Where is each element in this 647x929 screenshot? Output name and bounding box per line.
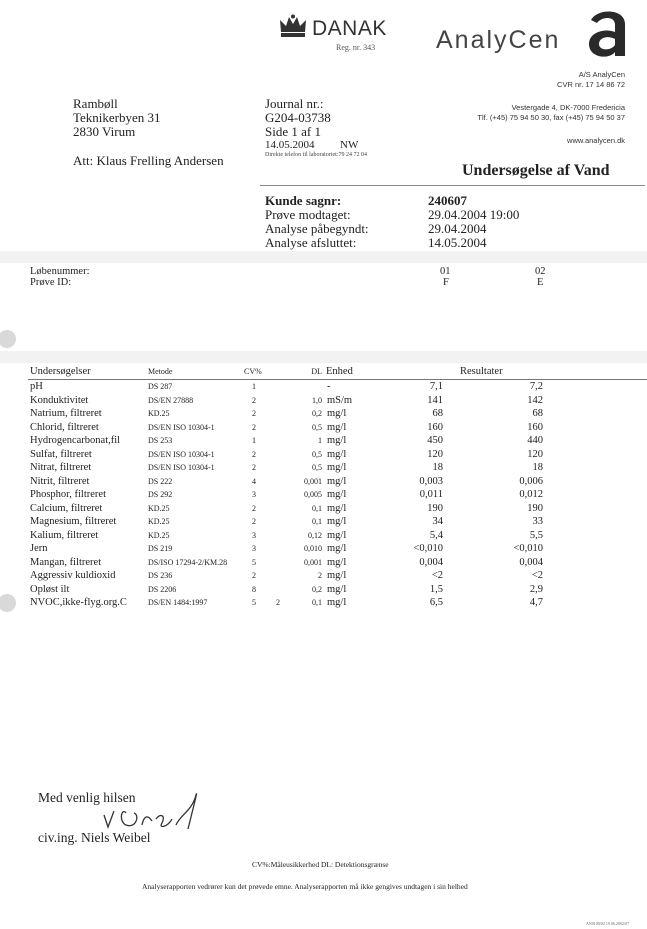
cell-result-2: 0,012 — [519, 489, 543, 500]
footer-legend: CV%:Måleusikkerhed DL: Detektionsgrænse — [252, 860, 389, 869]
cell-cv-extra: 2 — [276, 598, 280, 607]
cell-unit: mg/l — [327, 597, 347, 608]
sample-lobenummer: 01 — [440, 266, 451, 277]
cell-method: DS/EN ISO 10304-1 — [148, 449, 215, 459]
direct-phone: Direkte telefon til laboratoriet:79 24 72 04 — [265, 152, 367, 158]
table-row — [0, 530, 647, 544]
cell-result-2: 142 — [527, 394, 543, 406]
cell-cv: 4 — [252, 476, 256, 486]
cell-unit: mg/l — [327, 570, 347, 581]
table-row — [0, 449, 647, 463]
cell-dl: 0,5 — [312, 449, 322, 459]
analycen-a-icon — [585, 6, 631, 58]
cell-result-2: 18 — [532, 462, 543, 473]
table-row — [0, 597, 647, 611]
company-name: A/S AnalyCen — [578, 70, 625, 79]
cell-method: DS/EN 27888 — [148, 395, 194, 405]
cell-unit: mS/m — [327, 394, 353, 406]
detail-label: Analyse påbegyndt: — [265, 221, 369, 236]
cell-result-1: 7,1 — [429, 381, 443, 392]
cell-dl: 0,010 — [304, 544, 322, 553]
cell-unit: mg/l — [327, 489, 347, 500]
company-website: www.analycen.dk — [567, 136, 625, 145]
cell-cv: 2 — [252, 409, 256, 418]
journal-date: 14.05.2004 — [265, 139, 315, 151]
cell-result-1: 18 — [432, 462, 443, 473]
detail-value: 29.04.2004 19:00 — [428, 207, 520, 222]
cell-dl: 0,5 — [312, 422, 322, 432]
cell-unit: mg/l — [327, 502, 347, 514]
sample-lobenummer: 02 — [535, 266, 546, 277]
cell-cv: 2 — [252, 503, 256, 513]
detail-label: Prøve modtaget: — [265, 207, 351, 222]
header-enhed: Enhed — [326, 366, 353, 377]
cell-name: Sulfat, filtreret — [30, 448, 92, 460]
cell-result-1: 0,011 — [419, 489, 443, 500]
table-row — [0, 381, 647, 395]
cell-name: NVOC,ikke-flyg.org.C — [30, 597, 127, 608]
cell-result-2: 120 — [527, 448, 543, 460]
cell-unit: - — [327, 381, 331, 392]
cell-result-1: 190 — [427, 502, 443, 514]
header-undersogelser: Undersøgelser — [30, 366, 91, 377]
header-metode: Metode — [148, 367, 173, 376]
cell-result-1: 0,004 — [419, 556, 443, 568]
header-dl: DL — [311, 367, 322, 376]
cell-cv: 2 — [252, 517, 256, 526]
cell-dl: 0,1 — [312, 517, 322, 526]
cell-name: Opløst ilt — [30, 583, 70, 595]
detail-value: 14.05.2004 — [428, 235, 487, 250]
table-row — [0, 503, 647, 517]
cell-dl: 0,005 — [304, 490, 322, 499]
cell-name: Phosphor, filtreret — [30, 489, 106, 500]
company-cvr: CVR nr. 17 14 86 72 — [557, 80, 625, 89]
cell-method: KD.25 — [148, 409, 170, 418]
company-phone: Tlf. (+45) 75 94 50 30, fax (+45) 75 94 50 37 — [477, 113, 625, 122]
cell-cv: 8 — [252, 584, 256, 594]
cell-result-2: <0,010 — [513, 543, 543, 554]
cell-cv: 5 — [252, 598, 256, 607]
cell-result-1: 0,003 — [419, 475, 443, 487]
cell-result-1: 6,5 — [429, 597, 443, 608]
detail-label: Analyse afsluttet: — [265, 235, 357, 250]
cell-cv: 2 — [252, 463, 256, 472]
cell-method: KD.25 — [148, 517, 170, 526]
detail-label: Kunde sagnr: — [265, 193, 342, 208]
cell-name: pH — [30, 381, 43, 392]
cell-cv: 1 — [252, 382, 256, 391]
cell-dl: 0,2 — [312, 584, 322, 594]
detail-value: 240607 — [428, 193, 467, 208]
closing-greeting: Med venlig hilsen — [38, 790, 136, 805]
cell-name: Chlorid, filtreret — [30, 421, 99, 433]
signature-icon — [96, 785, 206, 835]
journal-page: Side 1 af 1 — [265, 124, 321, 139]
cell-dl: 0,1 — [312, 503, 322, 513]
cell-cv: 2 — [252, 395, 256, 405]
cell-method: DS 236 — [148, 571, 173, 580]
cell-unit: mg/l — [327, 448, 347, 460]
cell-result-1: 1,5 — [429, 583, 443, 595]
cell-result-1: 5,4 — [429, 529, 443, 541]
sample-id: F — [443, 277, 449, 288]
table-row — [0, 408, 647, 422]
recipient-city: 2830 Virum — [73, 124, 136, 139]
recipient-attention: Att: Klaus Frelling Andersen — [73, 153, 224, 168]
cell-method: DS/ISO 17294-2/KM.28 — [148, 557, 228, 567]
binder-hole — [0, 330, 16, 348]
cell-dl: 0,1 — [312, 598, 322, 607]
cell-result-1: <0,010 — [413, 543, 443, 554]
cell-name: Calcium, filtreret — [30, 502, 103, 514]
cell-result-2: 4,7 — [529, 597, 543, 608]
danak-name: DANAK — [312, 17, 387, 40]
table-header — [0, 366, 647, 380]
table-row — [0, 557, 647, 571]
cell-result-1: 34 — [432, 516, 443, 527]
cell-result-2: 0,006 — [519, 475, 543, 487]
cell-dl: 0,5 — [312, 463, 322, 472]
report-title: Undersøgelse af Vand — [462, 162, 610, 179]
cell-name: Kalium, filtreret — [30, 529, 99, 541]
recipient-name: Rambøll — [73, 96, 118, 111]
journal-label: Journal nr.: — [265, 96, 324, 111]
cell-result-2: <2 — [531, 570, 543, 581]
cell-dl: 1,0 — [312, 395, 322, 405]
footer-code: AN0109/02 19.06.2002/07 — [586, 921, 629, 926]
cell-result-1: 160 — [427, 421, 443, 433]
title-rule — [260, 185, 645, 186]
table-row — [0, 422, 647, 436]
cell-cv: 3 — [252, 530, 256, 540]
table-row — [0, 516, 647, 530]
danak-logo — [278, 14, 308, 43]
cell-result-2: 7,2 — [529, 381, 543, 392]
cell-method: DS 253 — [148, 436, 173, 445]
cell-cv: 2 — [252, 422, 256, 432]
recipient-street: Teknikerbyen 31 — [73, 110, 161, 125]
cell-name: Nitrat, filtreret — [30, 462, 92, 473]
danak-reg: Reg. nr. 343 — [336, 43, 376, 52]
header-rule — [28, 379, 647, 380]
cell-result-2: 440 — [527, 435, 543, 446]
cell-method: DS 2206 — [148, 584, 177, 594]
table-row — [0, 543, 647, 557]
cell-dl: 0,001 — [304, 557, 322, 567]
sample-id: E — [537, 277, 544, 288]
cell-dl: 0,2 — [312, 409, 322, 418]
journal-number: G204-03738 — [265, 110, 331, 125]
analycen-logo — [585, 6, 631, 63]
cell-result-2: 160 — [527, 421, 543, 433]
cell-result-2: 5,5 — [529, 529, 543, 541]
cell-method: KD.25 — [148, 530, 170, 540]
table-row — [0, 476, 647, 490]
cell-name: Natrium, filtreret — [30, 408, 102, 419]
cell-method: DS 292 — [148, 490, 173, 499]
header-cv: CV% — [244, 367, 262, 376]
cell-dl: 0,12 — [308, 530, 322, 540]
table-row — [0, 435, 647, 449]
table-row — [0, 584, 647, 598]
signatory-name: civ.ing. Niels Weibel — [38, 830, 151, 845]
cell-cv: 5 — [252, 557, 256, 567]
cell-unit: mg/l — [327, 543, 347, 554]
crown-icon — [278, 14, 308, 38]
table-band — [0, 351, 647, 363]
proveid-label: Prøve ID: — [30, 277, 72, 288]
sample-band — [0, 251, 647, 263]
cell-name: Magnesium, filtreret — [30, 516, 117, 527]
cell-dl: 2 — [318, 571, 322, 580]
cell-method: DS 219 — [148, 544, 173, 553]
cell-result-2: 33 — [532, 516, 543, 527]
cell-result-1: 450 — [427, 435, 443, 446]
cell-cv: 2 — [252, 571, 256, 580]
cell-result-1: <2 — [431, 570, 443, 581]
cell-unit: mg/l — [327, 435, 347, 446]
table-row — [0, 489, 647, 503]
cell-cv: 1 — [252, 436, 256, 445]
cell-method: DS/EN 1484:1997 — [148, 598, 208, 607]
lobenummer-label: Løbenummer: — [30, 266, 90, 277]
cell-result-1: 141 — [427, 394, 443, 406]
cell-name: Aggressiv kuldioxid — [30, 570, 116, 581]
table-row — [0, 570, 647, 584]
cell-cv: 3 — [252, 490, 256, 499]
cell-unit: mg/l — [327, 462, 347, 473]
cell-cv: 3 — [252, 544, 256, 553]
cell-unit: mg/l — [327, 421, 347, 433]
header-resultater: Resultater — [460, 366, 503, 377]
cell-method: KD.25 — [148, 503, 170, 513]
cell-name: Hydrogencarbonat,fil — [30, 435, 121, 446]
cell-result-2: 68 — [532, 408, 543, 419]
cell-result-2: 2,9 — [529, 583, 543, 595]
detail-value: 29.04.2004 — [428, 221, 487, 236]
cell-result-2: 0,004 — [519, 556, 543, 568]
cell-result-1: 120 — [427, 448, 443, 460]
cell-unit: mg/l — [327, 408, 347, 419]
cell-cv: 2 — [252, 449, 256, 459]
cell-method: DS 287 — [148, 382, 173, 391]
cell-name: Mangan, filtreret — [30, 556, 102, 568]
company-address: Vestergade 4, DK-7000 Fredericia — [511, 103, 625, 112]
cell-unit: mg/l — [327, 516, 347, 527]
cell-unit: mg/l — [327, 529, 347, 541]
journal-initials: NW — [340, 139, 359, 151]
cell-name: Konduktivitet — [30, 394, 89, 406]
cell-method: DS/EN ISO 10304-1 — [148, 463, 215, 472]
cell-unit: mg/l — [327, 583, 347, 595]
analycen-name: AnalyCen — [436, 26, 561, 54]
cell-dl: 1 — [318, 436, 322, 445]
footer-disclaimer: Analyserapporten vedrører kun det prøvede emne. Analyserapporten må ikke gengives undtagen i sin helhed — [142, 882, 468, 891]
table-row — [0, 395, 647, 409]
cell-unit: mg/l — [327, 475, 347, 487]
cell-method: DS 222 — [148, 476, 173, 486]
cell-unit: mg/l — [327, 556, 347, 568]
cell-method: DS/EN ISO 10304-1 — [148, 422, 215, 432]
cell-dl: 0,001 — [304, 476, 322, 486]
table-row — [0, 462, 647, 476]
cell-name: Nitrit, filtreret — [30, 475, 90, 487]
cell-result-2: 190 — [527, 502, 543, 514]
cell-name: Jern — [30, 543, 48, 554]
cell-result-1: 68 — [432, 408, 443, 419]
